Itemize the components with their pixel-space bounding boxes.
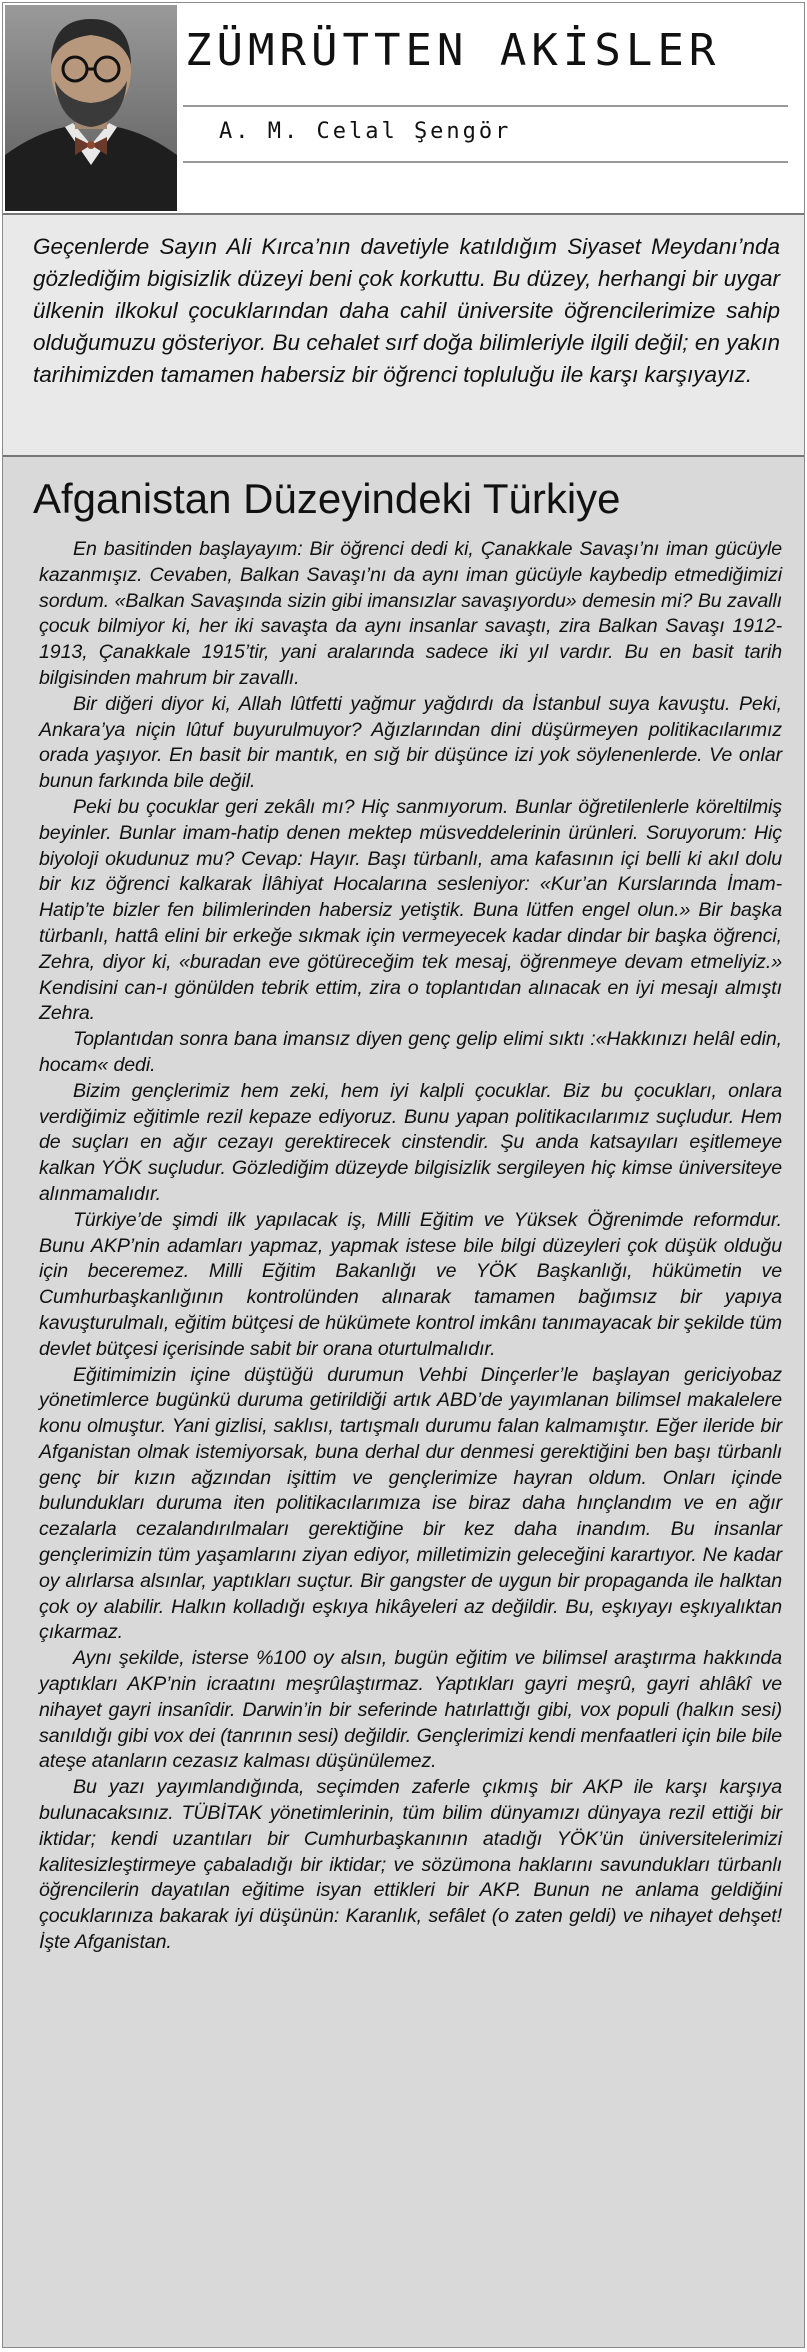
intro-text: Geçenlerde Sayın Ali Kırca’nın davetiyle katıldığım Siyaset Meydanı’nda gözlediğim bigisizlik düzeyi beni çok korkuttu. Bu düzey, herhangi bir uygar ülkenin ilkokul çocuklarından daha cahil üniversite öğrencilerimize sahip olduğumuzu gösteriyor. Bu cehalet sırf doğa bilimleriyle ilgili değil; en yakın tarihimizden tamamen habersiz bir öğrenci topluluğu ile karşı karşıyayız.	[33, 234, 780, 387]
article-paragraph: Bu yazı yayımlandığında, seçimden zaferle çıkmış bir AKP ile karşı karşıya bulunacaksınız. TÜBİTAK yönetimlerinin, tüm bilim dünyamızı dünyaya rezil ettiği bir iktidar; kendi uzantıları bir Cumhurbaşkanının atadığı YÖK’ün üniversitelerimizi kalitesizleştirmeye çabaladığı bir iktidar; ve sözümona haklarını savundukları türbanlı öğrencilerin dayatılan eğitime isyan ettikleri bir AKP. Bunun ne anlama geldiğini çocuklarınıza bakarak iyi düşünün: Karanlık, sefâlet (o zaten geldi) ve nihayet dehşet! İşte Afganistan.	[39, 1776, 782, 1954]
article-paragraph: Bizim gençlerimiz hem zeki, hem iyi kalpli çocuklar. Biz bu çocukları, onlara verdiğimiz eğitimle rezil kepaze ediyoruz. Bunu yapan politikacılarımız suçludur. Hem de suçları en ağır cezayı gerektirecek cinstendir. Şu anda katsayıları eşitlemeye kalkan YÖK suçludur. Gözlediğim düzeyde bilgisizlik sergileyen hiç kimse üniversiteye alınmamalıdır.	[39, 1079, 782, 1205]
intro-box	[3, 213, 804, 457]
article-paragraph: Toplantıdan sonra bana imansız diyen genç gelip elimi sıktı :«Hakkınızı helâl edin, hocam« dedi.	[39, 1028, 782, 1076]
article	[3, 457, 804, 2347]
article-paragraph: En basitinden başlayayım: Bir öğrenci dedi ki, Çanakkale Savaşı’nı iman gücüyle kazanmışız. Cevaben, Balkan Savaşı’nı da aynı iman gücüyle kaybedip etmediğimizi sordum. «Balkan Savaşında sizin gibi imansızlar savaşıyordu» demesin mi? Bu zavallı çocuk bilmiyor ki, her iki savaşta da aynı insanlar savaştı, zira Balkan Savaşı 1912-1913, Çanakkale 1915’tir, yani aralarında sadece iki yıl vardır. Bu en basit tarih bilgisinden mahrum bir zavallı.	[39, 538, 782, 689]
author-name: A. M. Celal Şengör	[219, 119, 512, 144]
article-paragraph: Aynı şekilde, isterse %100 oy alsın, bugün eğitim ve bilimsel araştırma hakkında yaptıkları AKP’nin icraatını meşrûlaştırmaz. Yaptıkları gayri meşrû, gayri ahlâkî ve nihayet gayri insanîdir. Darwin’in bir seferinde hatırlattığı gibi, vox populi (halkın sesi) sanıldığı gibi vox dei (tanrının sesi) değildir. Gençlerimizi kendi menfaatleri için bile bile ateşe atanların cezasız kalması düşünülemez.	[39, 1647, 782, 1773]
column-header	[3, 3, 804, 213]
header-rule-bottom	[183, 161, 788, 163]
column-title: ZÜMRÜTTEN AKİSLER	[185, 25, 721, 76]
magazine-page	[2, 2, 805, 2348]
article-paragraph: Türkiye’de şimdi ilk yapılacak iş, Milli Eğitim ve Yüksek Öğrenimde reformdur. Bunu AKP’nin adamları yapmaz, yapmak istese bile bilgi düzeyleri çok düşük olduğu için beceremez. Milli Eğitim Bakanlığı ve YÖK Başkanlığı, hükümetin ve Cumhurbaşkanlığının kontrolünden alınarak tamamen bağımsız bir yapıya kavuşturulmalı, eğitim bütçesi de hükümete kontrol imkânı tanımayacak bir şekilde tüm devlet bütçesi içerisinde sabit bir orana oturtulmalıdır.	[39, 1208, 782, 1360]
author-photo	[5, 5, 177, 211]
article-paragraph: Peki bu çocuklar geri zekâlı mı? Hiç sanmıyorum. Bunlar öğretilenlerle köreltilmiş beyinler. Bunlar imam-hatip denen mektep müsveddelerinin ürünleri. Soruyorum: Hiç biyoloji okudunuz mu? Cevap: Hayır. Başı türbanlı, ama kafasının içi belli ki akıl dolu bir kız öğrenci kalkarak İlâhiyat Hocalarına sesleniyor: «Kur’an Kurslarında İmam-Hatip’te bizler fen bilimlerinden habersiz yetiştik. Buna lütfen engel olun.» Bir başka türbanlı, hattâ elini bir erkeğe sıkmak için vermeyecek kadar dindar bir başka öğrenci, Zehra, diyor ki, «buradan eve götüreceğim tek mesaj, öğrenmeye devam etmeliyiz.» Kendisini can-ı gönülden tebrik ettim, zira o toplantıdan alınacak en iyi mesajı almıştı Zehra.	[39, 795, 782, 1025]
author-portrait-image	[5, 5, 177, 211]
article-paragraph: Eğitimimizin içine düştüğü durumun Vehbi Dinçerler’le başlayan gericiyobaz yönetimlerce bugünkü duruma getirildiği artık ABD’de yayımlanan bilimsel makalelere konu olmuştur. Yani gizlisi, saklısı, tartışmalı durumu falan kalmamıştır. Eğer ileride bir Afganistan olmak istemiyorsak, buna derhal dur denmesi gerektiğini ben başı türbanlı genç bir kızın ağzından işittim ve gençlerimize hayran oldum. Onları içinde bulundukları duruma iten politikacılarımıza ise biraz daha hınçlandım ve en ağır cezalarla cezalandırılmaları gerektiğine bir kez daha inandım. Bu insanlar gençlerimizin tüm yaşamlarını ziyan ediyor, milletimizin geleceğini karartıyor. Ne kadar oy alırlarsa alsınlar, yaptıkları suçtur. Bir gangster de uygun bir propaganda ile halktan çok oy alabilir. Halkın kolladığı eşkıya hikâyeleri az değildir. Bu, eşkıyayı eşkıyalıktan çıkarmaz.	[39, 1363, 782, 1644]
article-body	[39, 537, 782, 1956]
article-paragraph: Bir diğeri diyor ki, Allah lûtfetti yağmur yağdırdı da İstanbul suya kavuştu. Peki, Ankara’ya niçin lûtuf buyurulmuyor? Ağızlarından dini düşürmeyen politikacılarımız orada yaşıyor. En basit bir mantık, en sığ bir düşünce izi yok söylenenlerde. Ve onlar bunun farkında bile değil.	[39, 692, 782, 793]
article-title: Afganistan Düzeyindeki Türkiye	[33, 475, 621, 522]
header-rule-top	[183, 105, 788, 107]
